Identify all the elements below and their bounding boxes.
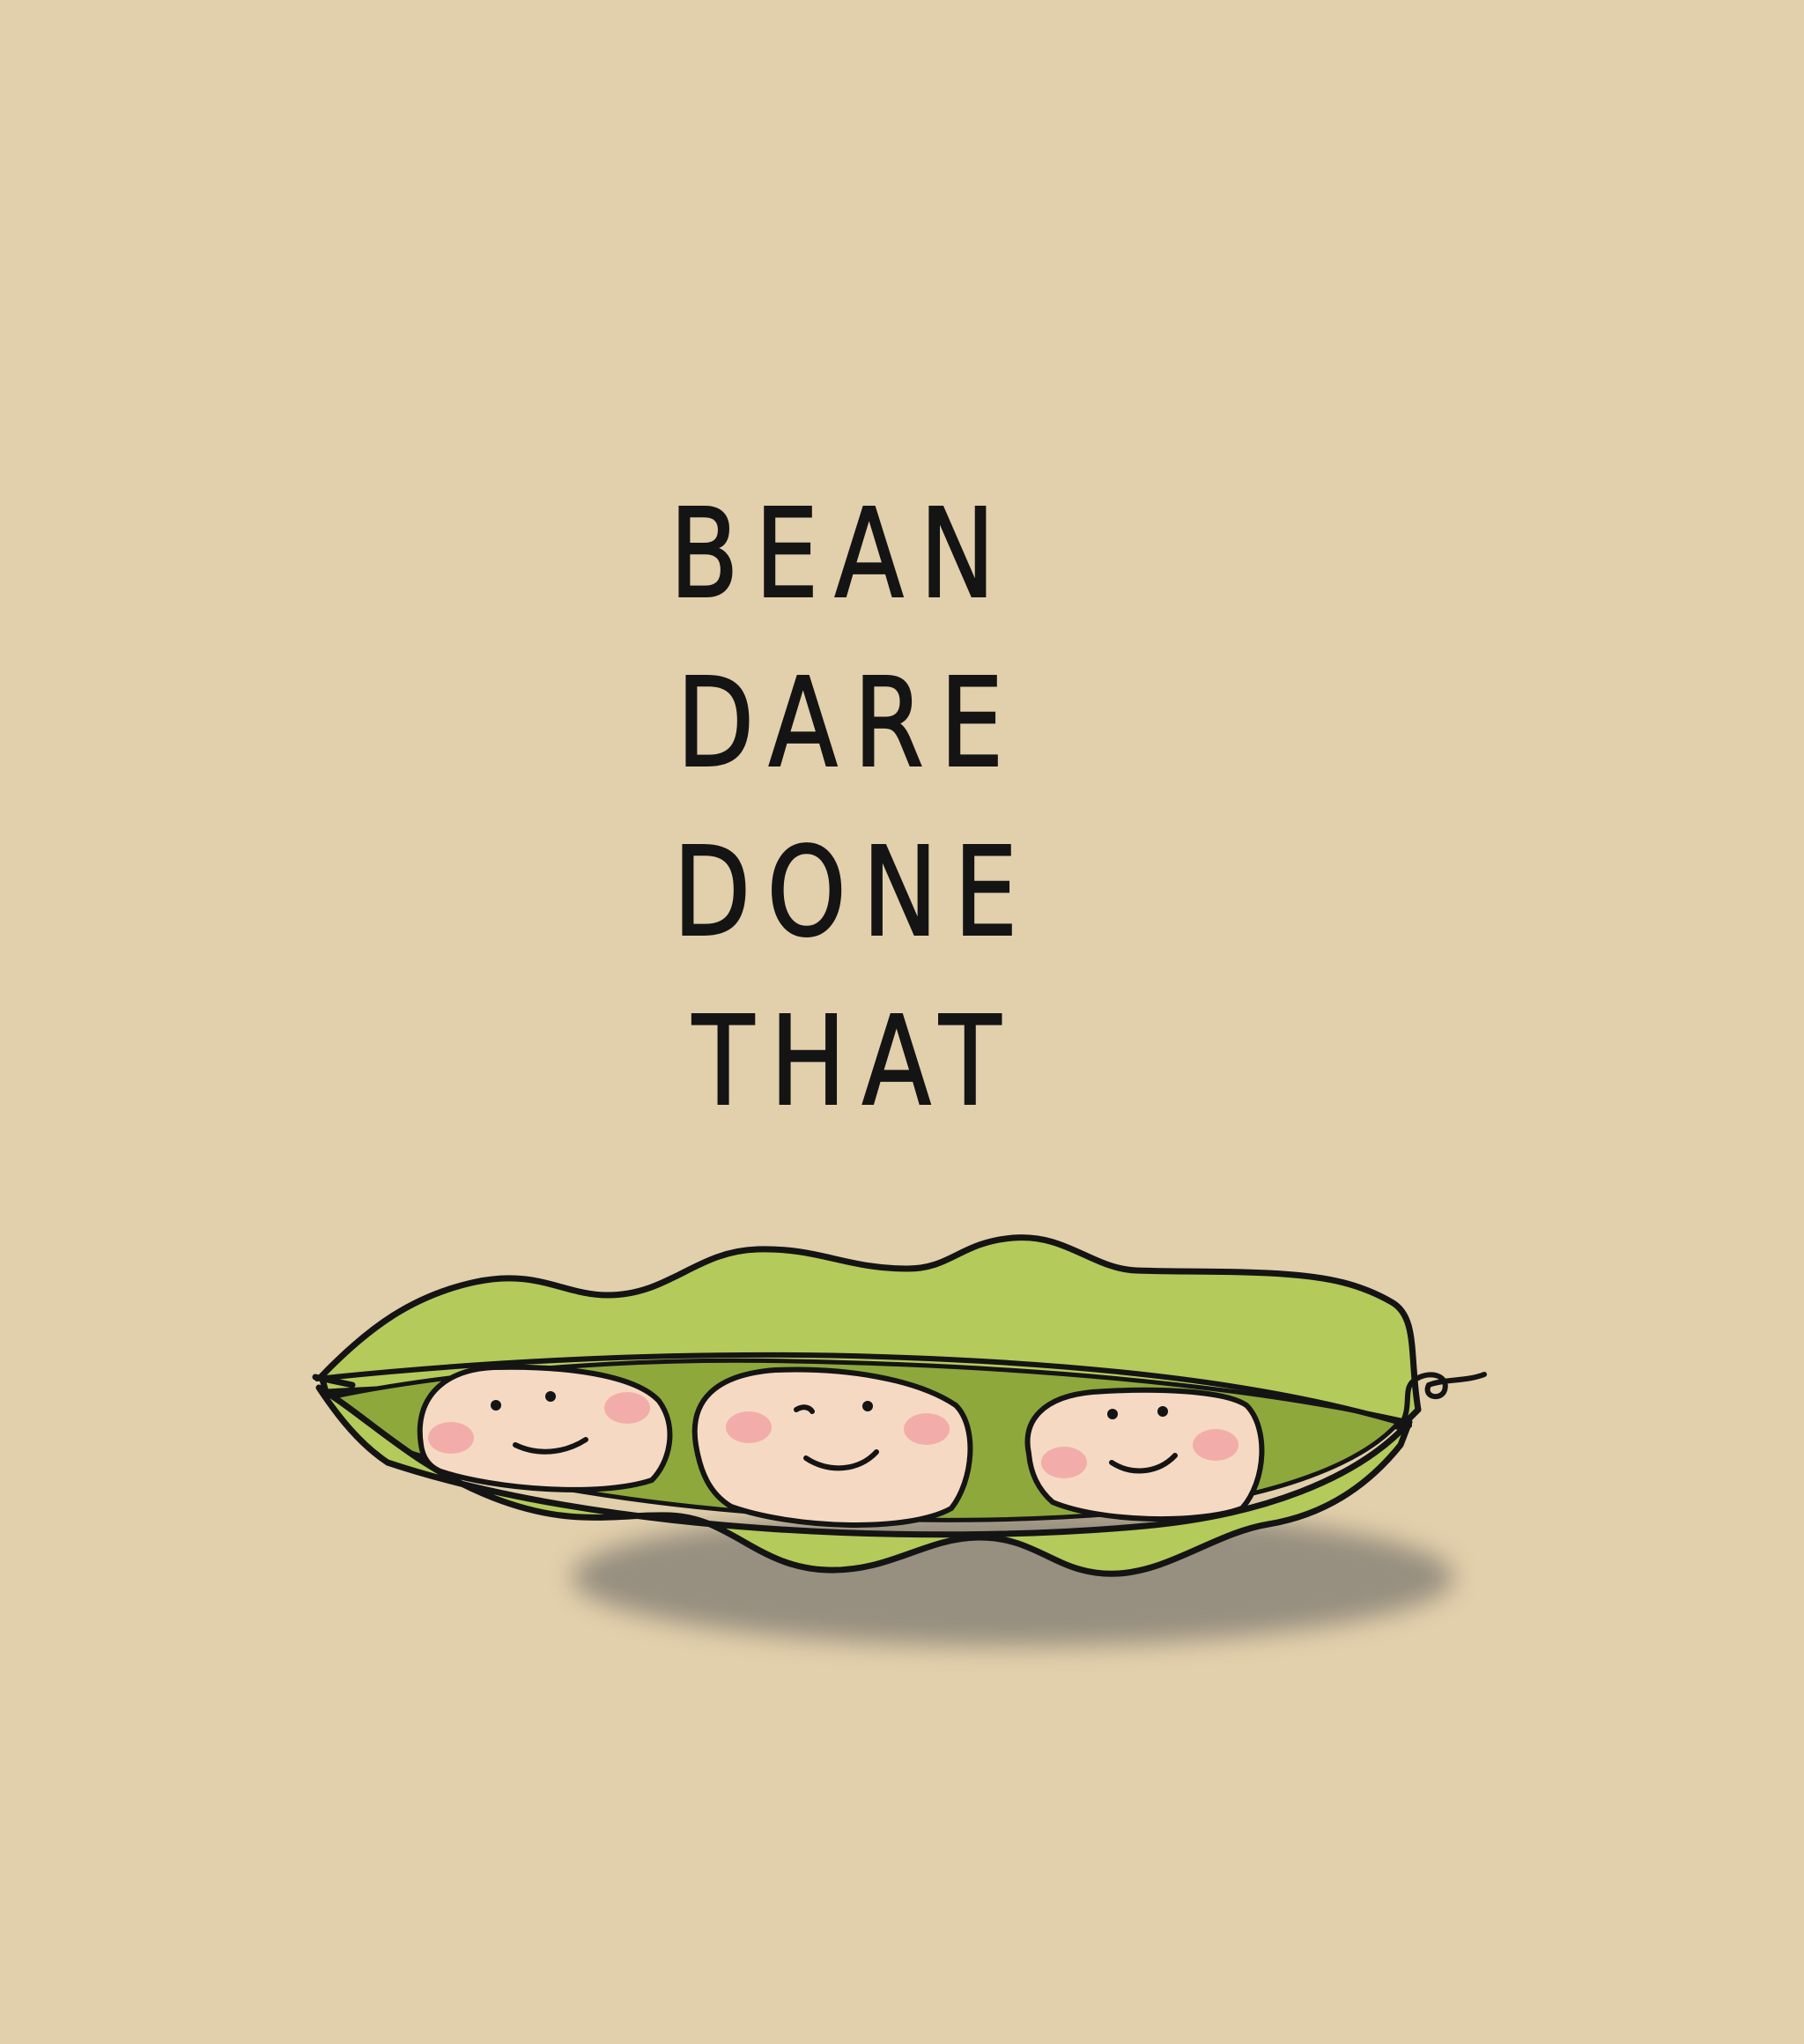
bean-middle-blush-left: [726, 1411, 772, 1443]
bean-right: [1028, 1390, 1262, 1519]
bean-middle-eye-right: [862, 1401, 873, 1411]
pod-shadow: [573, 1508, 1453, 1646]
bean-left: [420, 1367, 670, 1490]
caption-line-4: THAT: [692, 990, 1017, 1134]
bean-right-eye-left: [1107, 1409, 1118, 1419]
caption-line-1: BEAN: [669, 483, 1011, 626]
caption-line-2: DARE: [676, 652, 1020, 796]
bean-left-blush-left: [428, 1422, 474, 1454]
bean-right-blush-right: [1193, 1429, 1238, 1461]
bean-right-blush-left: [1041, 1447, 1087, 1478]
bean-left-eye-left: [491, 1400, 501, 1411]
bean-middle-blush-right: [904, 1413, 950, 1445]
caption-line-3: DONE: [673, 821, 1034, 965]
bean-right-eye-right: [1157, 1406, 1168, 1417]
bean-left-blush-right: [604, 1392, 650, 1424]
bean-left-eye-right: [545, 1391, 556, 1402]
bean-middle: [695, 1370, 971, 1525]
